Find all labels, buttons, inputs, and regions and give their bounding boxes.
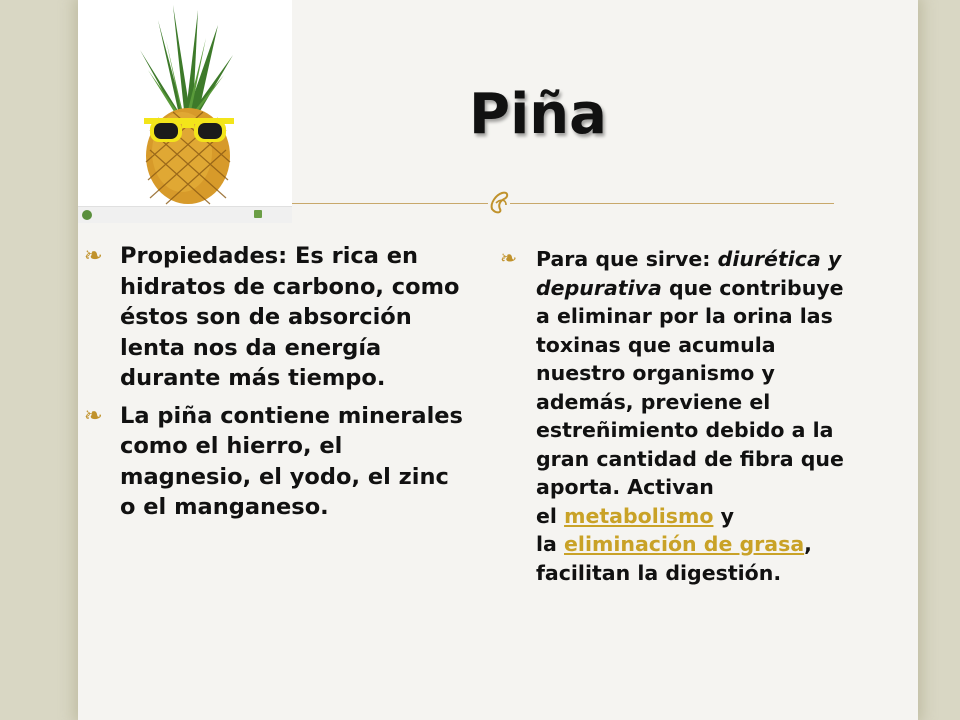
pineapple-picture <box>78 0 292 222</box>
scroll-bullet-icon: ❧ <box>84 243 103 269</box>
pineapple-illustration <box>78 0 292 206</box>
scroll-bullet-icon: ❧ <box>500 246 518 270</box>
uses-body-text: que contribuye a eliminar por la orina las toxinas que acumula nuestro organismo y además, previene el estreñimiento debido a la gran cantidad de fibra que aporta. Activan <box>536 275 844 499</box>
italic-phrase-diuretic: diurética y <box>717 247 842 271</box>
decorative-scroll-icon <box>488 189 510 215</box>
metabolismo-link[interactable]: metabolismo <box>564 503 714 528</box>
text-comma: , <box>804 532 812 556</box>
uses-lead-text: Para que sirve: <box>536 247 711 271</box>
watermark-text <box>96 209 146 220</box>
text-la: la <box>536 532 557 556</box>
slide-title: Piña <box>469 82 607 147</box>
text-y: y <box>720 503 734 528</box>
scroll-bullet-icon: ❧ <box>84 402 103 429</box>
divider-line-left <box>292 203 488 204</box>
italic-phrase-depurative: depurativa <box>536 275 662 300</box>
bullet-text-properties: Propiedades: Es rica en hidratos de carbono, como éstos son de absorción lenta nos da energía durante más tiempo. <box>120 243 460 391</box>
uses-end-text: facilitan la digestión. <box>536 560 782 585</box>
left-text-column <box>84 241 464 530</box>
eliminacion-de-grasa-link[interactable]: eliminación de grasa <box>564 532 805 556</box>
list-item <box>84 241 464 394</box>
watermark-bar <box>78 206 292 223</box>
right-text-column <box>500 245 852 594</box>
watermark-mark-icon <box>254 210 262 218</box>
bullet-text-minerals: La piña contiene minerales como el hierro, el magnesio, el yodo, el zinc o el manganeso. <box>120 402 463 520</box>
divider-line-right <box>510 203 834 204</box>
watermark-logo-icon <box>82 210 92 220</box>
list-item <box>500 245 852 587</box>
slide <box>78 0 918 720</box>
list-item <box>84 401 464 523</box>
text-el: el <box>536 503 557 528</box>
